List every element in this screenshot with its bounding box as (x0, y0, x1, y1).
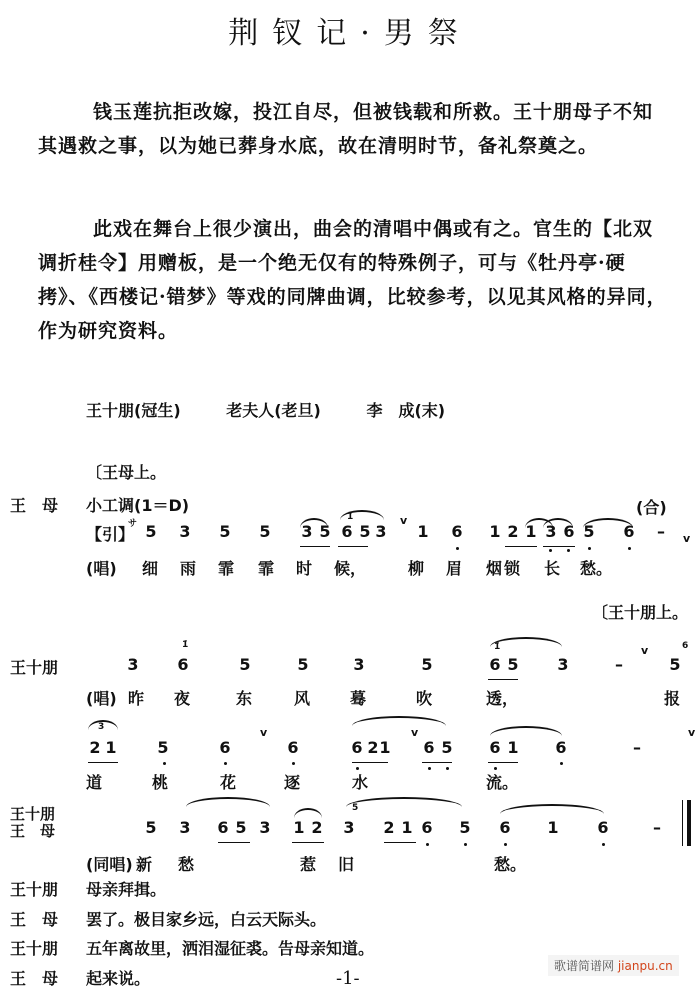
lyric: 细 (142, 559, 159, 578)
note: 1 (489, 522, 501, 541)
note: 1 (525, 522, 537, 541)
note: 3 (353, 655, 365, 674)
slur (583, 518, 633, 528)
note: 5 (669, 655, 681, 674)
lyric: 雨 (180, 559, 197, 578)
slur (346, 797, 462, 807)
slur (186, 797, 270, 807)
lyric: 透， (486, 689, 519, 708)
final-barline-thin (682, 800, 683, 846)
breath-mark: v (683, 532, 691, 545)
breath-mark: v (260, 726, 268, 739)
note: 5 (421, 655, 433, 674)
watermark-site-name: 歌谱简谱网 (554, 959, 615, 973)
lyric: 霏 (218, 559, 235, 578)
note: 1 (105, 738, 117, 757)
slur (294, 808, 322, 818)
note: 2 (507, 522, 519, 541)
grace-note: 3 (98, 722, 105, 732)
note: 6 (217, 818, 229, 837)
note: 6 (563, 522, 575, 541)
lyric: 吹 (416, 689, 433, 708)
lyric: 眉 (446, 559, 463, 578)
slur (490, 637, 562, 647)
page-title: 荆钗记·男祭 (228, 16, 472, 51)
note: 5 (145, 818, 157, 837)
underline-beam (338, 546, 368, 547)
speaker: 王十朋 (10, 939, 59, 958)
lyric: 霏 (258, 559, 275, 578)
note: 3 (301, 522, 313, 541)
underline-beam (505, 546, 537, 547)
underline-beam (88, 762, 118, 763)
intro-paragraph-2-after: 用赠板，是一个绝无仅有的特殊例子，可与《牡丹亭·硬拷》、《西楼记·错梦》等戏的同牌曲调，比较参考，以见其风格的异同，作为研究资料。 (38, 252, 667, 342)
lyric: 风 (294, 689, 311, 708)
note: 6 (623, 522, 635, 541)
note: 5 (235, 818, 247, 837)
low-octave-dot (567, 549, 570, 552)
note: 5 (145, 522, 157, 541)
lyric: 烟 (486, 559, 503, 578)
low-octave-dot (464, 843, 467, 846)
low-octave-dot (292, 762, 295, 765)
note: 2 (367, 738, 379, 757)
note: – (633, 738, 641, 757)
breath-mark: v (641, 644, 649, 657)
note: 2 (383, 818, 395, 837)
note: – (615, 655, 623, 674)
low-octave-dot (549, 549, 552, 552)
low-octave-dot (426, 843, 429, 846)
note: 1 (401, 818, 413, 837)
intro-paragraph-2 (38, 212, 668, 348)
underline-beam (543, 546, 575, 547)
note: 6 (219, 738, 231, 757)
note: 2 (311, 818, 323, 837)
note: 1 (547, 818, 559, 837)
lyric: 愁。 (580, 559, 613, 578)
stage-direction: 〔王十朋上。 (592, 603, 689, 622)
free-tempo-mark: サ (128, 519, 138, 529)
stage-direction: 〔王母上。 (86, 463, 167, 482)
note: 3 (343, 818, 355, 837)
note: 6 (451, 522, 463, 541)
lyric-prefix: (唱) (86, 689, 117, 708)
low-octave-dot (628, 547, 631, 550)
note: 5 (583, 522, 595, 541)
note: 6 (177, 655, 189, 674)
note: 6 (423, 738, 435, 757)
section-label: 【引】 (86, 525, 135, 544)
lyric: 新 (136, 855, 153, 874)
slur (340, 510, 384, 520)
tune-name-bracket: 【北双调折桂令】 (38, 218, 654, 274)
note: 3 (259, 818, 271, 837)
dialogue-line (10, 966, 150, 989)
cast-member: 王十朋(冠生) (86, 401, 181, 420)
lyric: 柳 (408, 559, 425, 578)
breath-mark: v (411, 726, 419, 739)
final-barline-thick (687, 800, 691, 846)
speech: 五年离故里，洒泪湿征裘。告母亲知道。 (86, 939, 375, 958)
lyric: 昨 (128, 689, 145, 708)
lyric: 道 (86, 773, 103, 792)
lyric: 愁 (178, 855, 195, 874)
speaker: 王十朋 (10, 880, 59, 899)
lyric: 流。 (486, 773, 519, 792)
note: 6 (341, 522, 353, 541)
slur (352, 716, 446, 726)
slur (300, 518, 328, 528)
lyric: 时 (296, 559, 313, 578)
note: 1 (417, 522, 429, 541)
note: 3 (127, 655, 139, 674)
role-label: 王 母 (10, 496, 59, 515)
low-octave-dot (560, 762, 563, 765)
lyric-prefix: (同唱) (86, 855, 133, 874)
cast-list (86, 398, 485, 421)
low-octave-dot (588, 547, 591, 550)
note: 6 (597, 818, 609, 837)
intro-paragraph-2-before: 此戏在舞台上很少演出，曲会的清唱中偶或有之。官生的 (93, 218, 594, 240)
cast-member: 李 成(末) (366, 401, 446, 420)
note: 6 (489, 738, 501, 757)
note: 3 (375, 522, 387, 541)
watermark-url: jianpu.cn (617, 959, 673, 973)
note: 5 (157, 738, 169, 757)
lyric: 逐 (284, 773, 301, 792)
speech: 母亲拜揖。 (86, 880, 167, 899)
chorus-mark: (合) (636, 498, 667, 517)
note: 3 (179, 818, 191, 837)
lyric: 旧 (338, 855, 355, 874)
note: 6 (351, 738, 363, 757)
low-octave-dot (504, 843, 507, 846)
slur (490, 726, 562, 736)
note: 1 (379, 738, 391, 757)
note: 5 (239, 655, 251, 674)
dialogue-line (10, 907, 326, 930)
note: 5 (259, 522, 271, 541)
grace-note: 6 (682, 641, 689, 651)
role-label: 王十朋 (10, 805, 56, 823)
page-number: -1- (336, 968, 360, 989)
note: 5 (441, 738, 453, 757)
underline-beam (488, 679, 518, 680)
speech: 罢了。极目家乡远，白云天际头。 (86, 910, 327, 929)
lyric: 花 (220, 773, 237, 792)
note: 6 (421, 818, 433, 837)
note: 6 (489, 655, 501, 674)
breath-mark: v (400, 514, 408, 527)
note: 5 (507, 655, 519, 674)
breath-mark: v (688, 726, 696, 739)
underline-beam (488, 762, 518, 763)
note: 2 (89, 738, 101, 757)
low-octave-dot (456, 547, 459, 550)
lyric: 报 (664, 689, 681, 708)
speaker: 王 母 (10, 910, 59, 929)
low-octave-dot (224, 762, 227, 765)
note: – (657, 522, 665, 541)
note: 1 (293, 818, 305, 837)
lyric: 东 (236, 689, 253, 708)
lyric: 夜 (174, 689, 191, 708)
note: 5 (459, 818, 471, 837)
key-signature: 小工调(1＝D) (86, 496, 190, 515)
role-label: 王 母 (10, 822, 56, 840)
note: 3 (545, 522, 557, 541)
note: 3 (179, 522, 191, 541)
note: 5 (297, 655, 309, 674)
lyric: 候， (334, 559, 367, 578)
note: 6 (555, 738, 567, 757)
lyric: 惹 (300, 855, 317, 874)
underline-beam (384, 842, 416, 843)
low-octave-dot (163, 762, 166, 765)
note: 5 (319, 522, 331, 541)
grace-note: 1̇ (182, 640, 189, 650)
note: 1 (507, 738, 519, 757)
dialogue-line (10, 936, 374, 959)
note: 6 (287, 738, 299, 757)
intro-paragraph-1: 钱玉莲抗拒改嫁，投江自尽，但被钱载和所救。王十朋母子不知其遇救之事，以为她已葬身水底，故在清明时节，备礼祭奠之。 (38, 101, 654, 157)
lyric: 长 (544, 559, 561, 578)
lyric: 桃 (152, 773, 169, 792)
lyric: 愁。 (494, 855, 527, 874)
underline-beam (300, 546, 330, 547)
underline-beam (292, 842, 324, 843)
low-octave-dot (602, 843, 605, 846)
lyric-prefix: (唱) (86, 559, 117, 578)
slur (88, 720, 118, 730)
speaker: 王 母 (10, 969, 59, 988)
underline-beam (218, 842, 250, 843)
role-label: 王十朋 (10, 658, 59, 677)
note: 5 (359, 522, 371, 541)
underline-beam (422, 762, 452, 763)
grace-note: 1̇ (347, 512, 354, 522)
dialogue-line (10, 877, 166, 900)
lyric: 水 (352, 773, 369, 792)
lyric: 锁 (504, 559, 521, 578)
slur (500, 804, 604, 814)
slur (543, 518, 573, 528)
note: 5 (219, 522, 231, 541)
grace-note: 1̇ (494, 642, 501, 652)
grace-note: 5 (352, 803, 359, 813)
watermark (548, 955, 679, 976)
note: 3 (557, 655, 569, 674)
underline-beam (352, 762, 388, 763)
speech: 起来说。 (86, 969, 151, 988)
lyric: 蓦 (350, 689, 367, 708)
note: – (653, 818, 661, 837)
cast-member: 老夫人(老旦) (226, 401, 321, 420)
note: 6 (499, 818, 511, 837)
